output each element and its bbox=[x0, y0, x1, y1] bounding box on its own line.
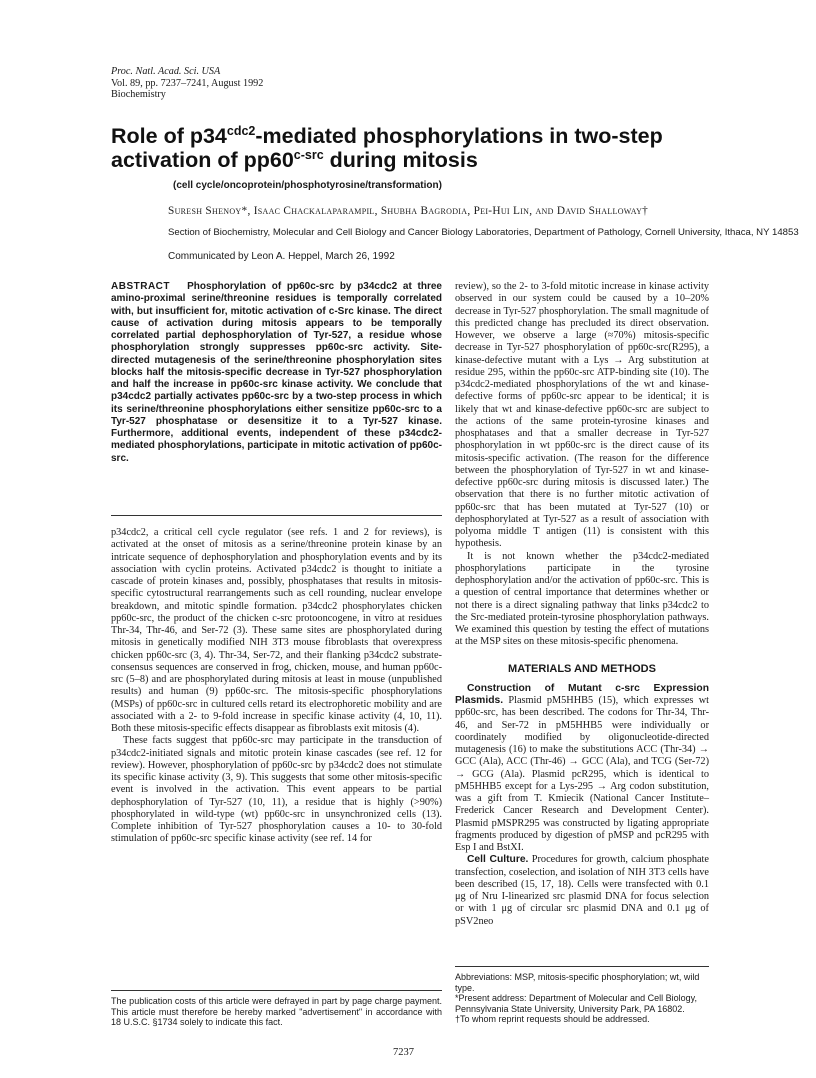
title-part: Role of p34 bbox=[111, 124, 227, 148]
paragraph-text: Plasmid pM5HHB5 (15), which expresses wt pp60c-src, has been described. The codons for Thr-34, Thr-46, and Ser-72 in pM5HHB5 were individually or coordinately modified by oligonucleotide-directed mutagenesis (16) to make the substitutions ACC (Thr-34) → GCC (Ala), ACC (Thr-46) → GCC (Ala), and TCG (Ser-72) → GCG (Ala). Plasmid pcR295, which is identical to pM5HHB5 except for a Lys-295 → Arg codon substitution, was a gift from T. Kmiecik (National Cancer Institute–Frederick Cancer Research and Development Center). Plasmid pMSPR295 was constructed by ligating appropriate fragments produced by digestion of pMSP and pcR295 with Esp I and BstXI. bbox=[455, 695, 709, 853]
journal-name: Proc. Natl. Acad. Sci. USA bbox=[111, 66, 221, 77]
abstract-divider bbox=[111, 515, 442, 516]
title-part: -mediated phosphorylations in two-step activation of pp60 bbox=[111, 124, 663, 172]
footnote-divider bbox=[111, 990, 442, 991]
affiliation: Section of Biochemistry, Molecular and Cell Biology and Cancer Biology Laboratories, Department of Pathology, Cornell University, Ithaca, NY 14853 bbox=[168, 227, 799, 238]
title-superscript: cdc2 bbox=[226, 124, 256, 138]
left-column-body bbox=[111, 527, 442, 846]
communicated-by: Communicated by Leon A. Heppel, March 26, 1992 bbox=[168, 251, 395, 262]
body-paragraph: review), so the 2- to 3-fold mitotic increase in kinase activity observed in our system could be caused by a 10–20% decrease in Tyr-527 phosphorylation. The small magnitude of this predicted change has precluded its direct observation. However, we observe a large (≈70%) mitosis-specific decrease in Tyr-527 phosphorylation of pp60c-src(R295), a kinase-defective mutant with a Lys → Arg substitution at residue 295, within the pp60c-src ATP-binding site (10). The p34cdc2-mediated phosphorylations of the wt and kinase-defective forms of pp60c-src appear to be identical; it is likely that wt and kinase-defective pp60c-src are subject to the actions of the same protein-tyrosine kinases and phosphatases and that a smaller decrease in Tyr-527 phosphorylation in wt pp60c-src is the direct cause of its mitosis-specific activation. (The reason for the difference between the phosphorylation of Tyr-527 in wt and kinase-defective pp60c-src during mitosis is discussed later.) The observation that there is no further mitotic activation of pp60c-src that has been mutated at Tyr-527 (10) or dephosphorylated at Tyr-527 as a result of association with polyoma middle T antigen (11) is consistent with this hypothesis. bbox=[455, 281, 709, 550]
abstract bbox=[111, 281, 442, 465]
paper-title bbox=[111, 124, 751, 172]
section-heading: MATERIALS AND METHODS bbox=[508, 662, 656, 675]
abstract-text: Phosphorylation of pp60c-src by p34cdc2 at three amino-proximal serine/threonine residues is temporally correlated with, but insufficient for, mitotic activation of c-Src kinase. The direct cause of activation during mitosis appears to be temporally correlated partial dephosphorylation of Tyr-527, a residue whose phosphorylation strongly suppresses pp60c-src activity. Site-directed mutagenesis of the serine/threonine phosphorylation sites blocks half the mitosis-specific decrease in Tyr-527 phosphorylation and half the increase in pp60c-src kinase activity. We conclude that p34cdc2 partially activates pp60c-src by a two-step process in which its serine/threonine phosphorylations either sensitize pp60c-src to a Tyr-527 phosphatase or desensitize it to a Tyr-527 kinase. Furthermore, additional events, independent of these p34cdc2-mediated phosphorylations, participate in mitotic activation of pp60c-src. bbox=[111, 281, 442, 464]
page-number: 7237 bbox=[393, 1047, 414, 1058]
volume-info: Vol. 89, pp. 7237–7241, August 1992 bbox=[111, 77, 264, 89]
run-in-heading: Construction of Mutant c-src Expression Plasmids. bbox=[455, 682, 709, 706]
body-paragraph: These facts suggest that pp60c-src may participate in the transduction of p34cdc2-initiated signals and mitotic protein kinase cascades (see ref. 12 for review). However, phosphorylation of pp60c-src by p34cdc2 does not stimulate its specific kinase activity (3, 9). This suggests that some other mitosis-specific event is involved in the activation. This event appears to be partial dephosphorylation of Tyr-527 (10, 11), a residue that is highly (>90%) phosphorylated in wild-type (wt) pp60c-src in unsynchronized cells (13). Complete inhibition of Tyr-527 phosphorylation causes a 10- to 30-fold stimulation of pp60c-src specific kinase activity (see ref. 14 for bbox=[111, 735, 442, 845]
footnotes bbox=[455, 972, 709, 1025]
footnote: *Present address: Department of Molecular and Cell Biology, Pennsylvania State University, University Park, PA 16802. bbox=[455, 993, 697, 1014]
run-in-heading: Cell Culture. bbox=[467, 854, 529, 866]
footnote-divider bbox=[455, 966, 709, 967]
journal-header bbox=[111, 66, 263, 101]
right-column-body bbox=[455, 281, 709, 928]
publication-cost-footnote: The publication costs of this article were defrayed in part by page charge payment. This article must therefore be hereby marked "advertisement" in accordance with 18 U.S.C. §1734 solely to indicate this fact. bbox=[111, 996, 442, 1027]
body-paragraph: It is not known whether the p34cdc2-mediated phosphorylations participate in the tyrosine dephosphorylation and/or the activation of pp60c-src. This is a question of central importance that determines whether or not there is a direct signaling pathway that links p34cdc2 to the Src-mediated protein-tyrosine phosphorylation pathways. We examined this question by testing the effect of mutations at the MSP sites on these mitosis-specific phenomena. bbox=[455, 550, 709, 648]
methods-paragraph bbox=[455, 854, 709, 928]
methods-paragraph bbox=[455, 683, 709, 855]
footnote: Abbreviations: MSP, mitosis-specific phosphorylation; wt, wild type. bbox=[455, 972, 700, 993]
title-part: during mitosis bbox=[323, 148, 478, 172]
abstract-label: ABSTRACT bbox=[111, 281, 170, 292]
body-paragraph: p34cdc2, a critical cell cycle regulator (see refs. 1 and 2 for reviews), is activated at the onset of mitosis as a serine/threonine protein kinase by an intricate sequence of dephosphorylation and phosphorylation events and by its association with cyclin proteins. Activated p34cdc2 is thought to initiate a cascade of protein kinases and, possibly, phosphatases that results in mitosis-specific cytostructural rearrangements such as cell rounding, nuclear envelope breakdown, and mitotic spindle formation. p34cdc2 phosphorylates chicken pp60c-src, the product of the chicken c-src protooncogene, in vitro at residues Thr-34, Thr-46, and Ser-72 (3). These same sites are phosphorylated during mitosis in genetically modified NIH 3T3 mouse fibroblasts that overexpress chicken pp60c-src (3, 4). Thr-34, Ser-72, and their flanking p34cdc2 substrate-consensus sequences are conserved in frog, chicken, mouse, and human pp60c-src (5–8) and are phosphorylated during mitosis at least in mouse (unpublished results) and human (9) pp60c-src. The mitosis-specific phosphorylations (MSPs) of pp60c-src in cultured cells retard its electrophoretic mobility and are associated with a 2- to 9-fold increase in specific kinase activity (4, 10, 11). Both these mitosis-specific effects disappear as fibroblasts exit mitosis (4). bbox=[111, 527, 442, 734]
authors: Suresh Shenoy*, Isaac Chackalaparampil, Shubha Bagrodia, Pei-Hui Lin, and David Shalloway† bbox=[168, 205, 649, 217]
section-name: Biochemistry bbox=[111, 89, 166, 100]
keywords: (cell cycle/oncoprotein/phosphotyrosine/transformation) bbox=[173, 180, 442, 191]
footnote: †To whom reprint requests should be addressed. bbox=[455, 1014, 650, 1024]
title-superscript: c-src bbox=[293, 148, 324, 162]
paragraph-text: Procedures for growth, calcium phosphate transfection, coselection, and isolation of NIH 3T3 cells have been described (15, 17, 18). Cells were transfected with 0.1 μg of Nru I-linearized src plasmid DNA for focus selection or with 1 μg of circular src plasmid DNA and 0.1 μg of pSV2neo bbox=[455, 854, 709, 927]
